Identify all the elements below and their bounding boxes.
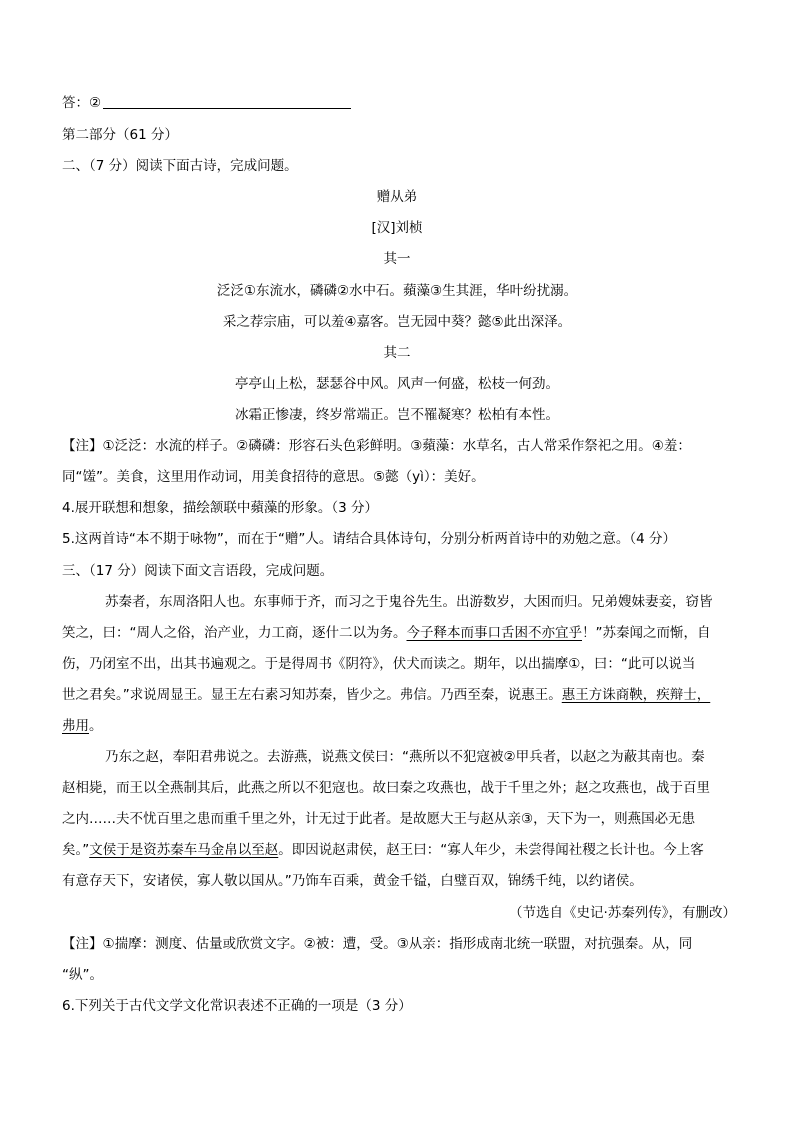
section3-heading: 三、（17 分）阅读下面文言语段，完成问题。 bbox=[62, 563, 334, 579]
passage-text: 世之君矣。”求说周显王。显王左右素习知苏秦，皆少之。弗信。乃西至秦，说惠王。 bbox=[62, 687, 562, 703]
question-4: 4.展开联想和想象，描绘颔联中蘋藻的形象。（3 分） bbox=[62, 500, 379, 516]
poem-line: 亭亭山上松，瑟瑟谷中风。风声一何盛，松枝一何劲。 bbox=[235, 376, 559, 392]
part-two-heading: 第二部分（61 分） bbox=[62, 127, 178, 143]
passage-text: 。即因说赵肃侯，赵王曰：“寡人年少，未尝得闻社稷之长计也。今上客 bbox=[278, 842, 704, 858]
passage-line: 赵相毙，而王以全燕制其后，此燕之所以不犯寇也。故曰秦之攻燕也，战于千里之外；赵之攻燕也，战于百里 bbox=[62, 780, 710, 796]
poem-note-line: 同“馐”。美食，这里用作动词，用美食招待的意思。⑤懿（yì）：美好。 bbox=[62, 469, 485, 485]
passage-text: 笑之，曰：“周人之俗，治产业，力工商，逐什二以为务。 bbox=[62, 625, 407, 641]
passage-source: （节选自《史记·苏秦列传》，有删改） bbox=[508, 905, 736, 921]
passage-line: 有意存天下，安诸侯，寡人敬以国从。”乃饰车百乘，黄金千镒，白璧百双，锦绣千纯，以约诸侯。 bbox=[62, 873, 643, 889]
question-5: 5.这两首诗“本不期于咏物”，而在于“赠”人。请结合具体诗句，分别分析两首诗中的劝勉之意。（4 分） bbox=[62, 531, 676, 547]
passage-line bbox=[62, 717, 103, 735]
passage-text: 。 bbox=[89, 718, 103, 734]
answer-blank[interactable] bbox=[103, 94, 351, 109]
underlined-sentence: 弗用 bbox=[62, 718, 89, 734]
underlined-sentence: 惠王方诛商鞅，疾辩士， bbox=[561, 687, 711, 703]
answer-line bbox=[62, 94, 351, 112]
passage-line: 乃东之赵，奉阳君弗说之。去游燕，说燕文侯曰：“燕所以不犯寇被②甲兵者，以赵之为蔽其南也。秦 bbox=[105, 749, 705, 765]
answer-label: 答：② bbox=[62, 95, 102, 111]
passage-line: 伤，乃闭室不出，出其书遍观之。于是得周书《阴符》，伏犬而读之。期年，以出揣摩①，曰：“此可以说当 bbox=[62, 656, 696, 672]
poem-part2-title: 其二 bbox=[383, 345, 411, 361]
passage-note-line: 【注】①揣摩：测度、估量或欣赏文字。②被：遭，受。③从亲：指形成南北统一联盟，对抗强秦。从，同 bbox=[62, 936, 693, 952]
passage-text: ！”苏秦闻之而惭，自 bbox=[582, 625, 711, 641]
poem-title: 赠从弟 bbox=[376, 189, 418, 205]
poem-line: 泛泛①东流水，磷磷②水中石。蘋藻③生其涯，华叶纷扰溺。 bbox=[216, 283, 578, 299]
section2-heading: 二、（7 分）阅读下面古诗，完成问题。 bbox=[62, 158, 298, 174]
poem-part1-title: 其一 bbox=[383, 251, 411, 267]
underlined-sentence: 今子释本而事口舌困不亦宜乎 bbox=[406, 625, 582, 641]
passage-line bbox=[62, 841, 704, 859]
passage-line: 苏秦者，东周洛阳人也。东事师于齐，而习之于鬼谷先生。出游数岁，大困而归。兄弟嫂妹妻妾，窃皆 bbox=[105, 594, 713, 610]
passage-text: 矣。” bbox=[62, 842, 90, 858]
poem-note-line: 【注】①泛泛：水流的样子。②磷磷：形容石头色彩鲜明。③蘋藻：水草名，古人常采作祭祀之用。④羞： bbox=[62, 438, 691, 454]
question-6: 6.下列关于古代文学文化常识表述不正确的一项是（3 分） bbox=[62, 998, 412, 1014]
passage-line bbox=[62, 686, 710, 704]
poem-line: 采之荐宗庙，可以羞④嘉客。岂无园中葵？懿⑤此出深泽。 bbox=[222, 314, 572, 330]
passage-line bbox=[62, 624, 711, 642]
passage-line: 之内……夫不忧百里之患而重千里之外，计无过于此者。是故愿大王与赵从亲③，天下为一，则燕国必无患 bbox=[62, 811, 696, 827]
poem-line: 冰霜正惨凄，终岁常端正。岂不罹凝寒？松柏有本性。 bbox=[235, 407, 559, 423]
underlined-sentence: 文侯于是资苏秦车马金帛以至赵 bbox=[89, 842, 279, 858]
poem-author: [汉]刘桢 bbox=[371, 220, 423, 236]
passage-note-line: “纵”。 bbox=[62, 967, 103, 983]
